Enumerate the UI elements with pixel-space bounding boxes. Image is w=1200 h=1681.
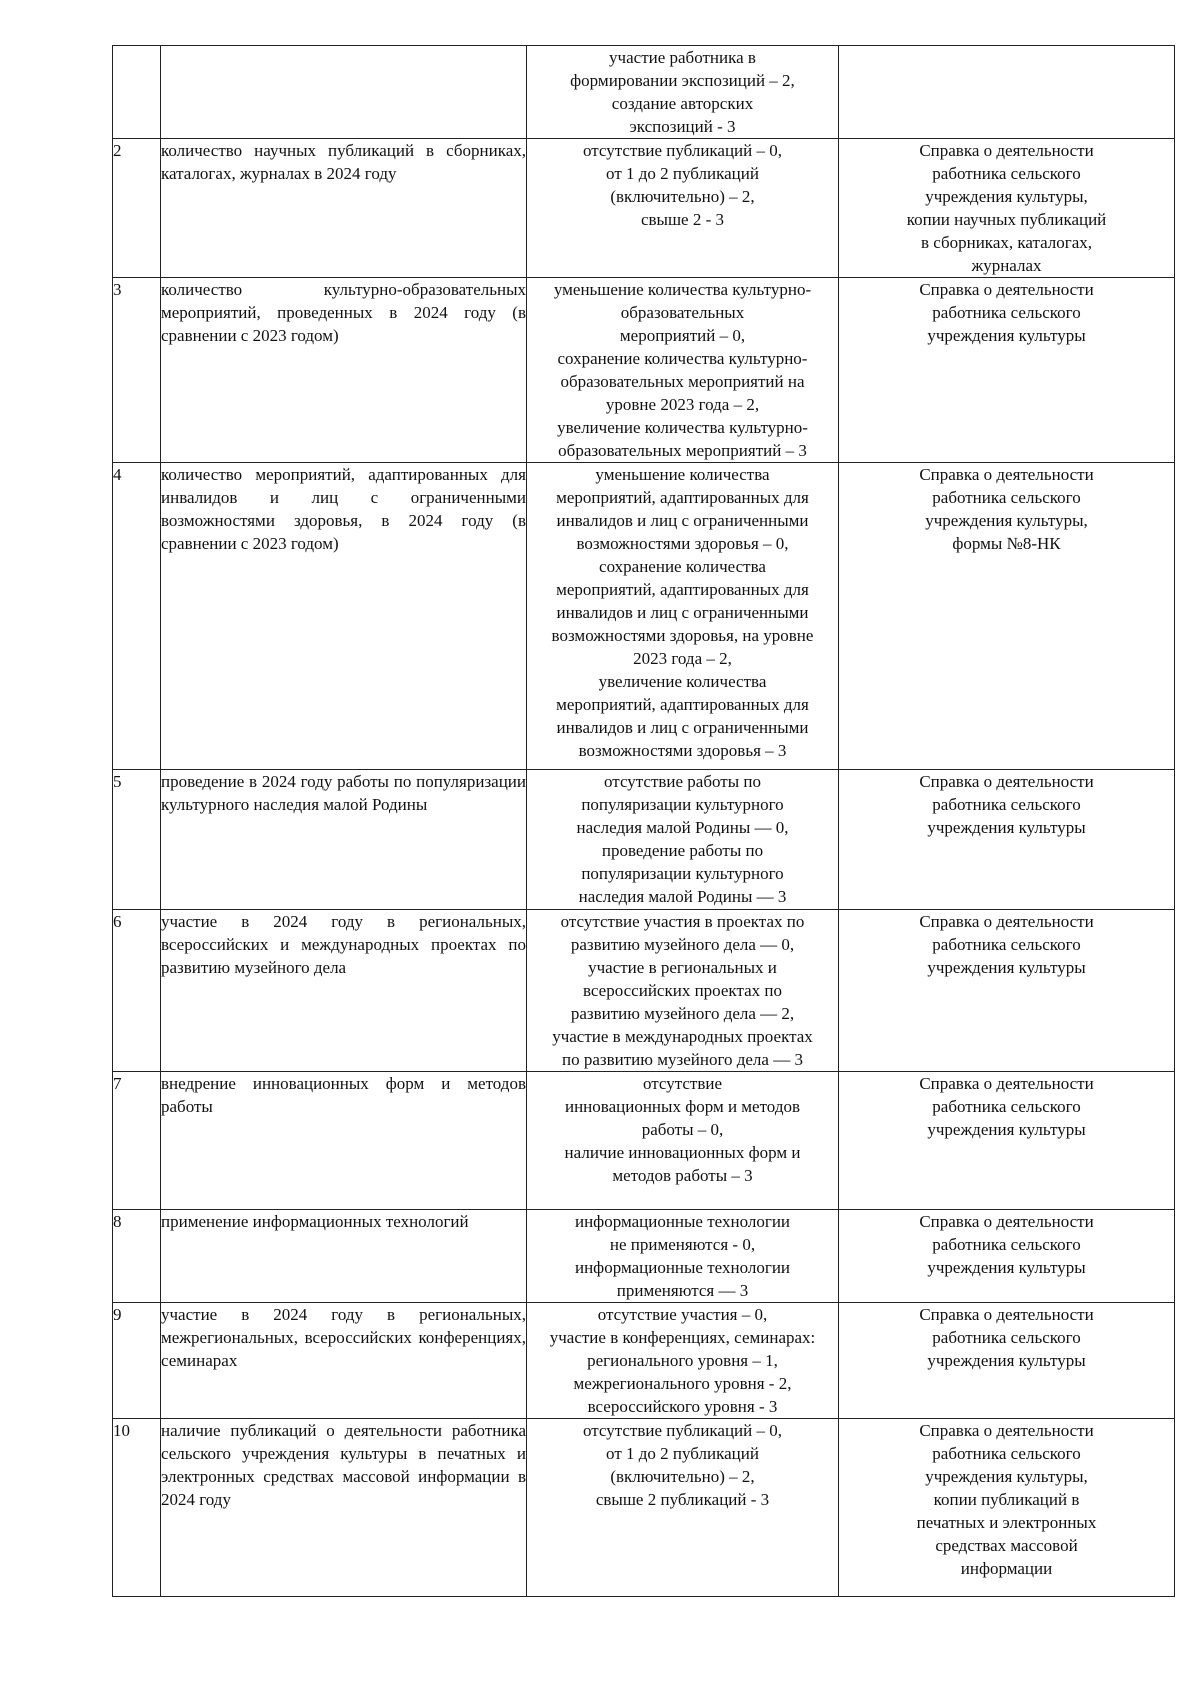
document-line: учреждения культуры [927, 326, 1086, 345]
document-line: учреждения культуры, [925, 511, 1088, 530]
document-line: работника сельского [932, 935, 1081, 954]
document-line: информации [960, 1559, 1053, 1578]
document-line: работника сельского [932, 795, 1081, 814]
row-number [113, 910, 161, 1072]
document-line: Справка о деятельности [919, 141, 1094, 160]
row-number [113, 1210, 161, 1303]
row-number [113, 463, 161, 770]
document-line: работника сельского [932, 488, 1081, 507]
row-number-text: 3 [113, 280, 122, 299]
criterion-text: количество мероприятий, адаптированных для инвалидов и лиц с ограниченными возможностями здоровья, в 2024 году (в сравнении с 2023 годом) [161, 465, 526, 553]
document-line: учреждения культуры [927, 818, 1086, 837]
document-line: копии научных публикаций [906, 210, 1107, 229]
scale-line: увеличение количества культурно- [557, 418, 808, 437]
document-cell [839, 139, 1175, 278]
scale-cell [527, 139, 839, 278]
scale-line: развитию музейного дела — 2, [570, 1004, 795, 1023]
document-cell [839, 1210, 1175, 1303]
scale-line: всероссийских проектах по [582, 981, 782, 1000]
scale-line: мероприятий – 0, [619, 326, 746, 345]
document-line: учреждения культуры [927, 1258, 1086, 1277]
document-line: средствах массовой [935, 1536, 1078, 1555]
row-number [113, 1419, 161, 1597]
document-line: формы №8-НК [952, 534, 1061, 553]
document-cell [839, 463, 1175, 770]
scale-line: образовательных [620, 303, 745, 322]
scale-line: уровне 2023 года – 2, [605, 395, 760, 414]
document-cell [839, 770, 1175, 910]
criterion-text: количество научных публикаций в сборниках, каталогах, журналах в 2024 году [161, 141, 526, 183]
scale-cell [527, 1419, 839, 1597]
criterion-cell [161, 1210, 527, 1303]
table-row [113, 278, 1175, 463]
document-line: Справка о деятельности [919, 465, 1094, 484]
scale-line: участие в региональных и [588, 958, 777, 977]
criterion-cell [161, 278, 527, 463]
criterion-cell [161, 1072, 527, 1210]
scale-line: не применяются - 0, [609, 1235, 756, 1254]
document-line: учреждения культуры [927, 1351, 1086, 1370]
row-number [113, 1303, 161, 1419]
scale-line: межрегионального уровня - 2, [573, 1374, 792, 1393]
scale-line: информационные технологии [574, 1258, 791, 1277]
document-line: учреждения культуры [927, 958, 1086, 977]
scale-line: сохранение количества культурно- [557, 349, 808, 368]
scale-line: свыше 2 - 3 [640, 210, 725, 229]
document-line: Справка о деятельности [919, 1305, 1094, 1324]
row-number [113, 278, 161, 463]
table-row [113, 1419, 1175, 1597]
scale-line: экспозиций - 3 [629, 117, 736, 136]
scale-line: инвалидов и лиц с ограниченными [556, 603, 809, 622]
criterion-text: применение информационных технологий [161, 1212, 469, 1231]
document-line: Справка о деятельности [919, 280, 1094, 299]
scale-line: популяризации культурного [581, 795, 784, 814]
scale-line: сохранение количества [599, 557, 766, 576]
document-cell [839, 1072, 1175, 1210]
row-number-text: 8 [113, 1212, 122, 1231]
document-cell [839, 1303, 1175, 1419]
table-row [113, 910, 1175, 1072]
row-number-text: 6 [113, 912, 122, 931]
scale-line: мероприятий, адаптированных для [556, 580, 809, 599]
scale-line: развитию музейного дела — 0, [570, 935, 795, 954]
table-row [113, 46, 1175, 139]
scale-cell [527, 770, 839, 910]
document-cell [839, 46, 1175, 139]
table-row [113, 1303, 1175, 1419]
scale-cell [527, 1303, 839, 1419]
scale-cell [527, 463, 839, 770]
document-line: Справка о деятельности [919, 1074, 1094, 1093]
criterion-text: участие в 2024 году в региональных, межрегиональных, всероссийских конференциях, семинарах [161, 1305, 526, 1370]
scale-line: 2023 года – 2, [633, 649, 732, 668]
scale-cell [527, 1210, 839, 1303]
scale-line: образовательных мероприятий – 3 [558, 441, 807, 460]
document-cell [839, 910, 1175, 1072]
document-line: работника сельского [932, 1235, 1081, 1254]
row-number-text: 7 [113, 1074, 122, 1093]
criterion-text: наличие публикаций о деятельности работника сельского учреждения культуры в печатных и электронных средствах массовой информации в 2024 году [161, 1421, 526, 1509]
scale-line: возможностями здоровья – 3 [578, 741, 787, 760]
document-line: учреждения культуры [927, 1120, 1086, 1139]
criterion-text: внедрение инновационных форм и методов работы [161, 1074, 526, 1116]
document-line: Справка о деятельности [919, 772, 1094, 791]
document-line: копии публикаций в [933, 1490, 1080, 1509]
scale-line: отсутствие [642, 1074, 722, 1093]
scale-cell [527, 1072, 839, 1210]
document-line: Справка о деятельности [919, 1421, 1094, 1440]
row-number-text: 10 [113, 1421, 130, 1440]
scale-cell [527, 46, 839, 139]
scale-cell [527, 278, 839, 463]
criterion-cell [161, 770, 527, 910]
scale-line: (включительно) – 2, [610, 1467, 755, 1486]
scale-line: проведение работы по [601, 841, 764, 860]
criterion-cell [161, 46, 527, 139]
row-number-text: 9 [113, 1305, 122, 1324]
row-number-text: 2 [113, 141, 122, 160]
scale-line: работы – 0, [641, 1120, 724, 1139]
row-number [113, 1072, 161, 1210]
scale-line: наличие инновационных форм и [564, 1143, 801, 1162]
scale-line: регионального уровня – 1, [587, 1351, 778, 1370]
scale-line: наследия малой Родины — 3 [578, 887, 787, 906]
scale-line: уменьшение количества [595, 465, 770, 484]
scale-line: (включительно) – 2, [610, 187, 755, 206]
scale-line: наследия малой Родины — 0, [576, 818, 789, 837]
scale-line: по развитию музейного дела — 3 [562, 1050, 803, 1069]
scale-line: уменьшение количества культурно- [553, 280, 812, 299]
scale-line: инновационных форм и методов [564, 1097, 800, 1116]
document-line: работника сельского [932, 303, 1081, 322]
scale-line: участие в конференциях, семинарах: [549, 1328, 816, 1347]
scale-line: свыше 2 публикаций - 3 [595, 1490, 770, 1509]
document-line: учреждения культуры, [925, 1467, 1088, 1486]
scale-line: отсутствие участия в проектах по [560, 912, 805, 931]
scale-line: применяются — 3 [616, 1281, 749, 1300]
scale-line: всероссийского уровня - 3 [587, 1397, 778, 1416]
scale-line: отсутствие участия – 0, [597, 1305, 768, 1324]
document-line: работника сельского [932, 1444, 1081, 1463]
document-line: работника сельского [932, 164, 1081, 183]
document-line: журналах [971, 256, 1042, 275]
document-line: работника сельского [932, 1328, 1081, 1347]
document-cell [839, 278, 1175, 463]
scale-line: образовательных мероприятий на [560, 372, 805, 391]
document-line: Справка о деятельности [919, 1212, 1094, 1231]
row-number [113, 46, 161, 139]
scale-line: отсутствие работы по [604, 772, 761, 791]
scale-cell [527, 910, 839, 1072]
document-line: Справка о деятельности [919, 912, 1094, 931]
document-line: в сборниках, каталогах, [920, 233, 1093, 252]
document-line: печатных и электронных [916, 1513, 1097, 1532]
scale-line: возможностями здоровья – 0, [576, 534, 789, 553]
criterion-text: участие в 2024 году в региональных, всероссийских и международных проектах по развитию музейного дела [161, 912, 526, 977]
row-number-text: 4 [113, 465, 122, 484]
table-row [113, 139, 1175, 278]
criterion-cell [161, 910, 527, 1072]
document-line: работника сельского [932, 1097, 1081, 1116]
criterion-cell [161, 139, 527, 278]
scale-line: участие в международных проектах [552, 1027, 813, 1046]
scale-line: создание авторских [611, 94, 754, 113]
scale-line: инвалидов и лиц с ограниченными [556, 718, 809, 737]
scale-line: информационные технологии [574, 1212, 791, 1231]
scale-line: увеличение количества [598, 672, 767, 691]
criterion-cell [161, 463, 527, 770]
table-row [113, 1072, 1175, 1210]
scale-line: участие работника в [609, 48, 756, 67]
table-row [113, 770, 1175, 910]
scale-line: от 1 до 2 публикаций [606, 164, 759, 183]
scale-line: формировании экспозиций – 2, [570, 71, 795, 90]
scale-line: популяризации культурного [581, 864, 784, 883]
scale-line: мероприятий, адаптированных для [556, 488, 809, 507]
criterion-cell [161, 1303, 527, 1419]
scale-line: инвалидов и лиц с ограниченными [556, 511, 809, 530]
scale-line: мероприятий, адаптированных для [556, 695, 809, 714]
scale-line: от 1 до 2 публикаций [606, 1444, 759, 1463]
row-number-text: 5 [113, 772, 122, 791]
scale-line: отсутствие публикаций – 0, [582, 141, 783, 160]
criterion-cell [161, 1419, 527, 1597]
scale-line: методов работы – 3 [612, 1166, 753, 1185]
criteria-table [112, 45, 1175, 1597]
scale-line: отсутствие публикаций – 0, [582, 1421, 783, 1440]
criterion-text: количество культурно-образовательных мероприятий, проведенных в 2024 году (в сравнении с 2023 годом) [161, 280, 526, 345]
document-line: учреждения культуры, [925, 187, 1088, 206]
table-row [113, 463, 1175, 770]
document-cell [839, 1419, 1175, 1597]
row-number [113, 139, 161, 278]
row-number [113, 770, 161, 910]
scale-line: возможностями здоровья, на уровне [551, 626, 814, 645]
table-row [113, 1210, 1175, 1303]
criterion-text: проведение в 2024 году работы по популяризации культурного наследия малой Родины [161, 772, 526, 814]
